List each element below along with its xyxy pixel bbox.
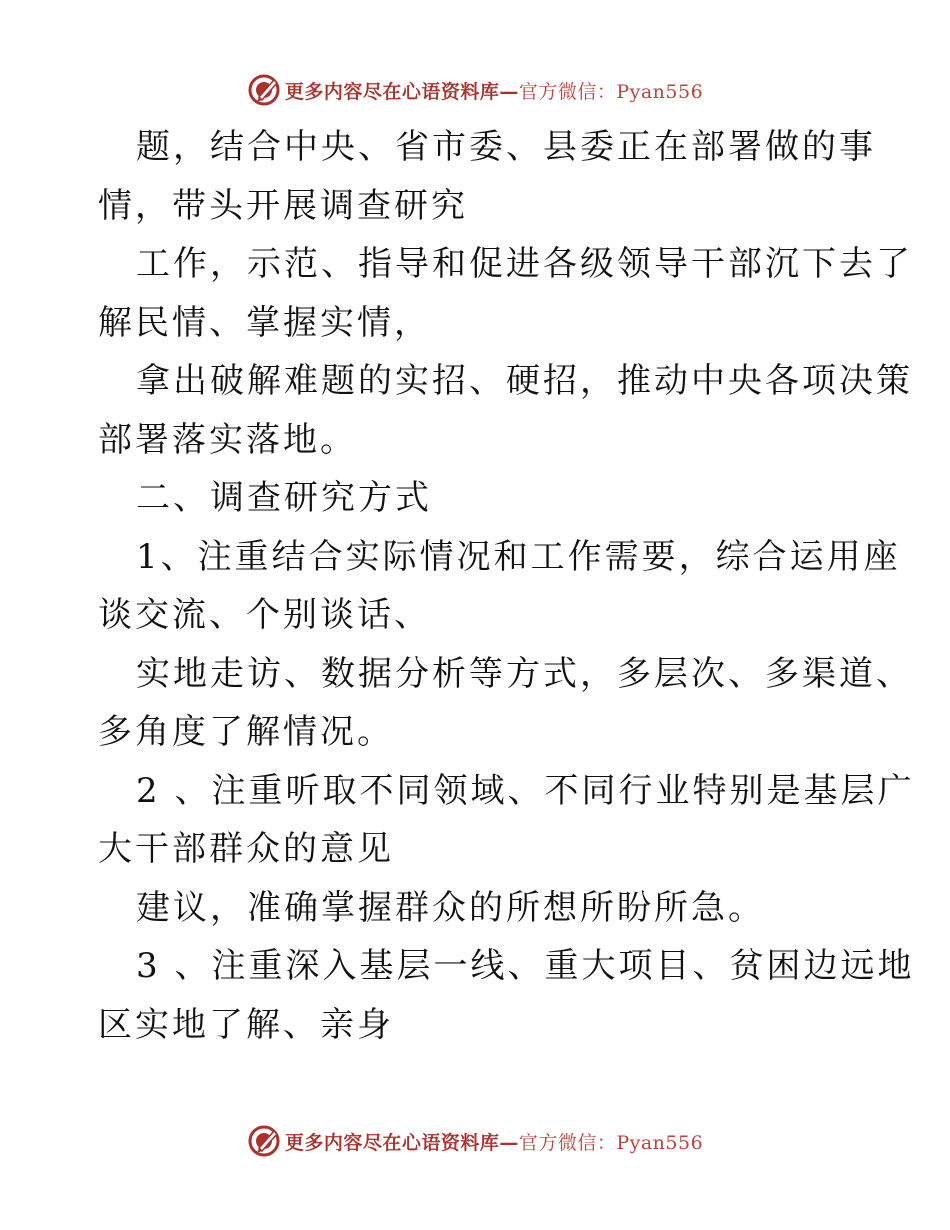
body-line: 大干部群众的意见: [98, 829, 394, 869]
document-body: [98, 118, 915, 1054]
header-wechat-text: 官方微信：Pyan556: [518, 80, 704, 103]
body-line: 题，结合中央、省市委、县委正在部署做的事: [136, 127, 876, 167]
body-line: 多角度了解情况。: [98, 712, 394, 752]
pen-logo-icon: [247, 73, 281, 107]
footer-banner-text: [285, 1128, 703, 1155]
footer-library-text: 更多内容尽在心语资料库: [284, 1131, 500, 1154]
body-line: 工作，示范、指导和促进各级领导干部沉下去了: [136, 244, 913, 284]
body-line: 谈交流、个别谈话、: [98, 595, 431, 635]
section-heading: 二、调查研究方式: [136, 478, 432, 518]
footer-banner: [0, 1121, 950, 1161]
header-library-text: 更多内容尽在心语资料库: [284, 80, 500, 103]
footer-wechat-text: 官方微信：Pyan556: [518, 1131, 704, 1154]
header-separator: —: [499, 80, 519, 103]
body-line: 拿出破解难题的实招、硬招，推动中央各项决策: [136, 361, 913, 401]
body-line: 实地走访、数据分析等方式，多层次、多渠道、: [136, 653, 913, 694]
body-line: 部署落实落地。: [98, 419, 357, 460]
body-line: 2 、注重听取不同领域、不同行业特别是基层广: [136, 770, 915, 811]
body-line: 解民情、掌握实情，: [98, 302, 431, 343]
pen-logo-icon: [247, 1124, 281, 1158]
body-line: 区实地了解、亲身: [98, 1004, 394, 1045]
header-banner-text: [285, 77, 703, 104]
body-line: 建议，准确掌握群众的所想所盼所急。: [136, 887, 765, 928]
header-banner: [0, 70, 950, 110]
footer-separator: —: [499, 1131, 519, 1154]
body-line: 3 、注重深入基层一线、重大项目、贫困边远地: [136, 946, 915, 986]
body-line: 1、注重结合实际情况和工作需要，综合运用座: [136, 536, 901, 577]
body-line: 情，带头开展调查研究: [98, 185, 468, 226]
